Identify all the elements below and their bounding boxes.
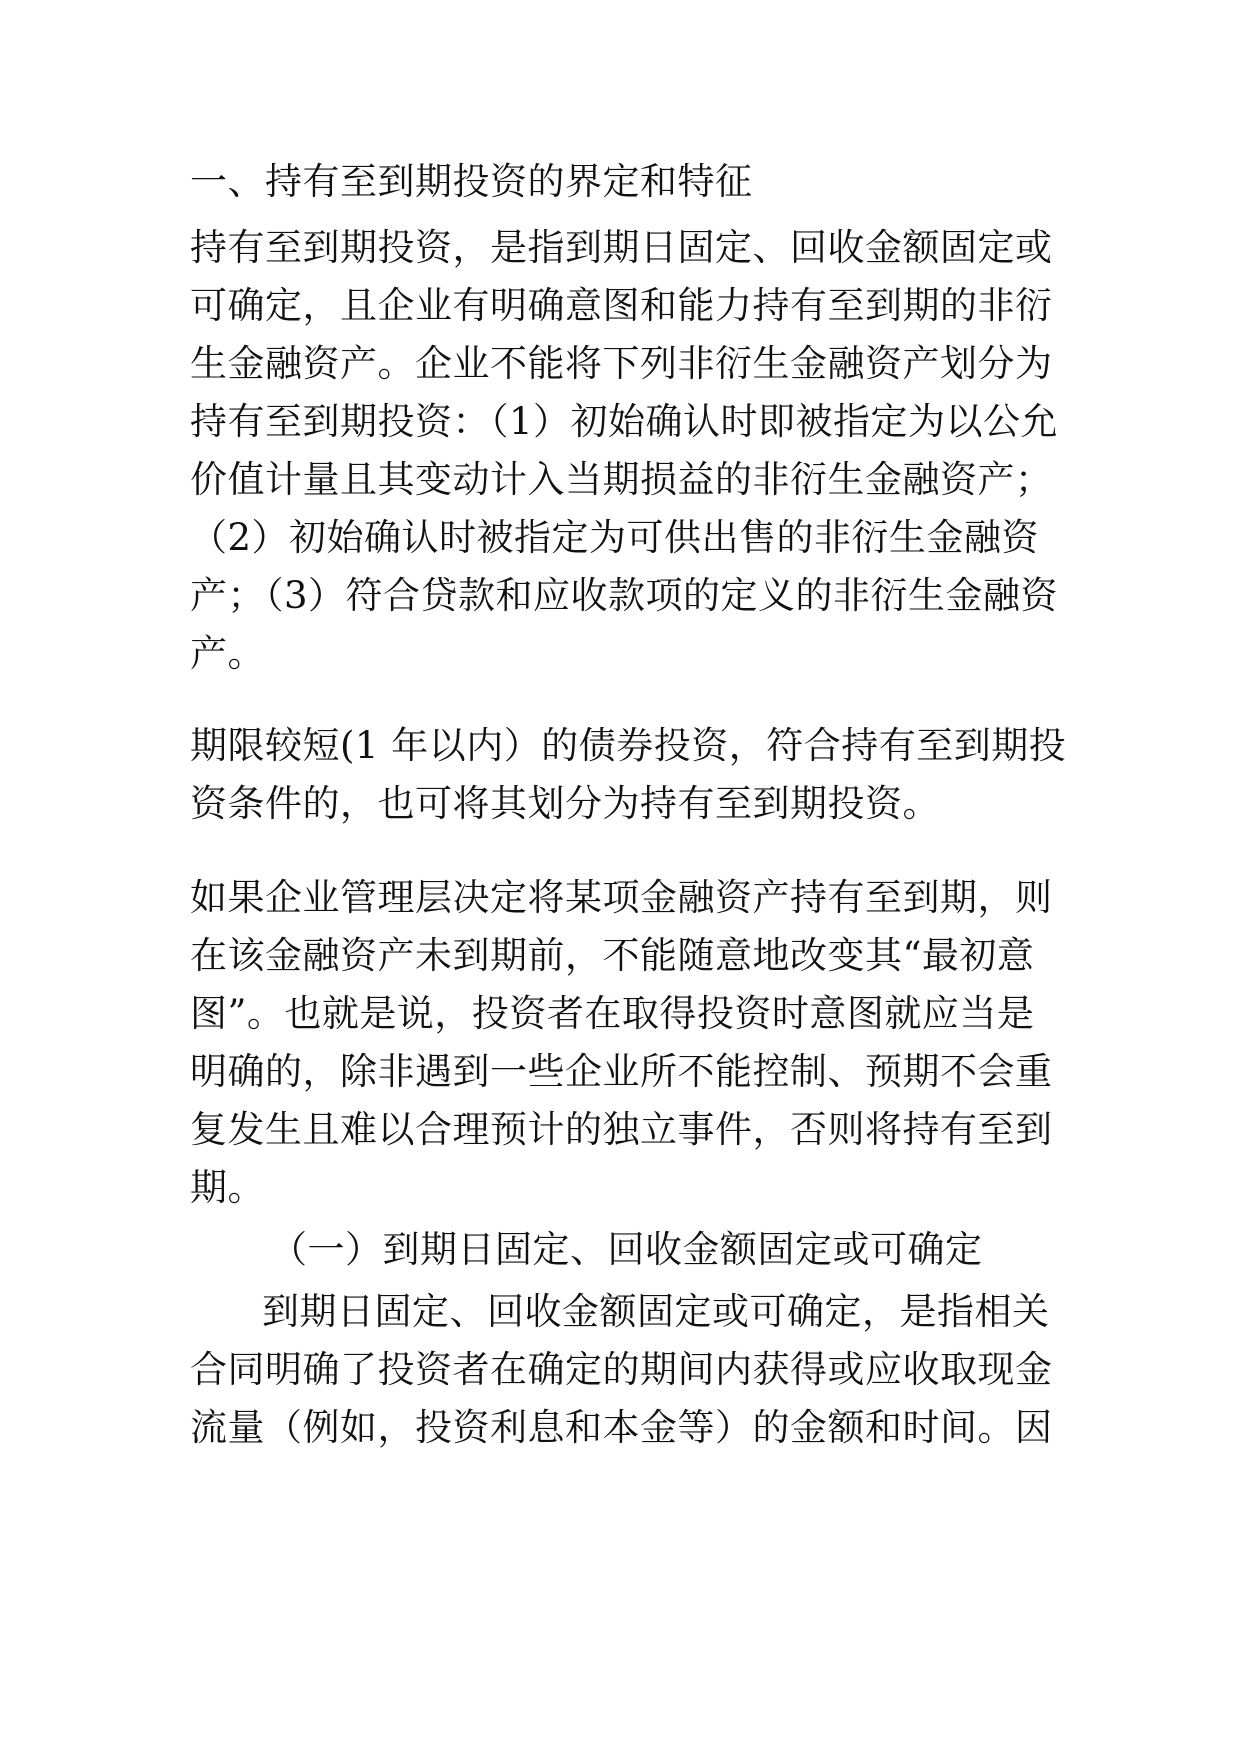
paragraph-line: 流量（例如，投资利息和本金等）的金额和时间。因 xyxy=(190,1406,1053,1449)
paragraph-line: 价值计量且其变动计入当期损益的非衍生金融资产； xyxy=(190,458,1053,501)
section-heading: 一、持有至到期投资的界定和特征 xyxy=(190,160,753,203)
paragraph-line: 持有至到期投资，是指到期日固定、回收金额固定或 xyxy=(190,226,1053,269)
paragraph-line: 期限较短(1 年以内）的债券投资，符合持有至到期投 xyxy=(190,724,1067,767)
paragraph-line: 可确定，且企业有明确意图和能力持有至到期的非衍 xyxy=(190,284,1053,327)
paragraph-line: 期。 xyxy=(190,1166,265,1209)
paragraph-line: 到期日固定、回收金额固定或可确定，是指相关 xyxy=(262,1290,1050,1333)
paragraph-line: 图”。也就是说，投资者在取得投资时意图就应当是 xyxy=(190,992,1035,1035)
paragraph-line: （2）初始确认时被指定为可供出售的非衍生金融资 xyxy=(190,516,1040,559)
paragraph-line: 合同明确了投资者在确定的期间内获得或应收取现金 xyxy=(190,1348,1053,1391)
subsection-heading: （一）到期日固定、回收金额固定或可确定 xyxy=(270,1228,983,1271)
paragraph-line: 如果企业管理层决定将某项金融资产持有至到期，则 xyxy=(190,876,1053,919)
paragraph-line: 产。 xyxy=(190,632,265,675)
paragraph-line: 复发生且难以合理预计的独立事件，否则将持有至到 xyxy=(190,1108,1053,1151)
paragraph-line: 持有至到期投资：（1）初始确认时即被指定为以公允 xyxy=(190,400,1059,443)
paragraph-line: 产；（3）符合贷款和应收款项的定义的非衍生金融资 xyxy=(190,574,1059,617)
paragraph-line: 在该金融资产未到期前，不能随意地改变其“最初意 xyxy=(190,934,1035,977)
paragraph-line: 明确的，除非遇到一些企业所不能控制、预期不会重 xyxy=(190,1050,1053,1093)
paragraph-line: 资条件的，也可将其划分为持有至到期投资。 xyxy=(190,782,940,825)
paragraph-line: 生金融资产。企业不能将下列非衍生金融资产划分为 xyxy=(190,342,1053,385)
